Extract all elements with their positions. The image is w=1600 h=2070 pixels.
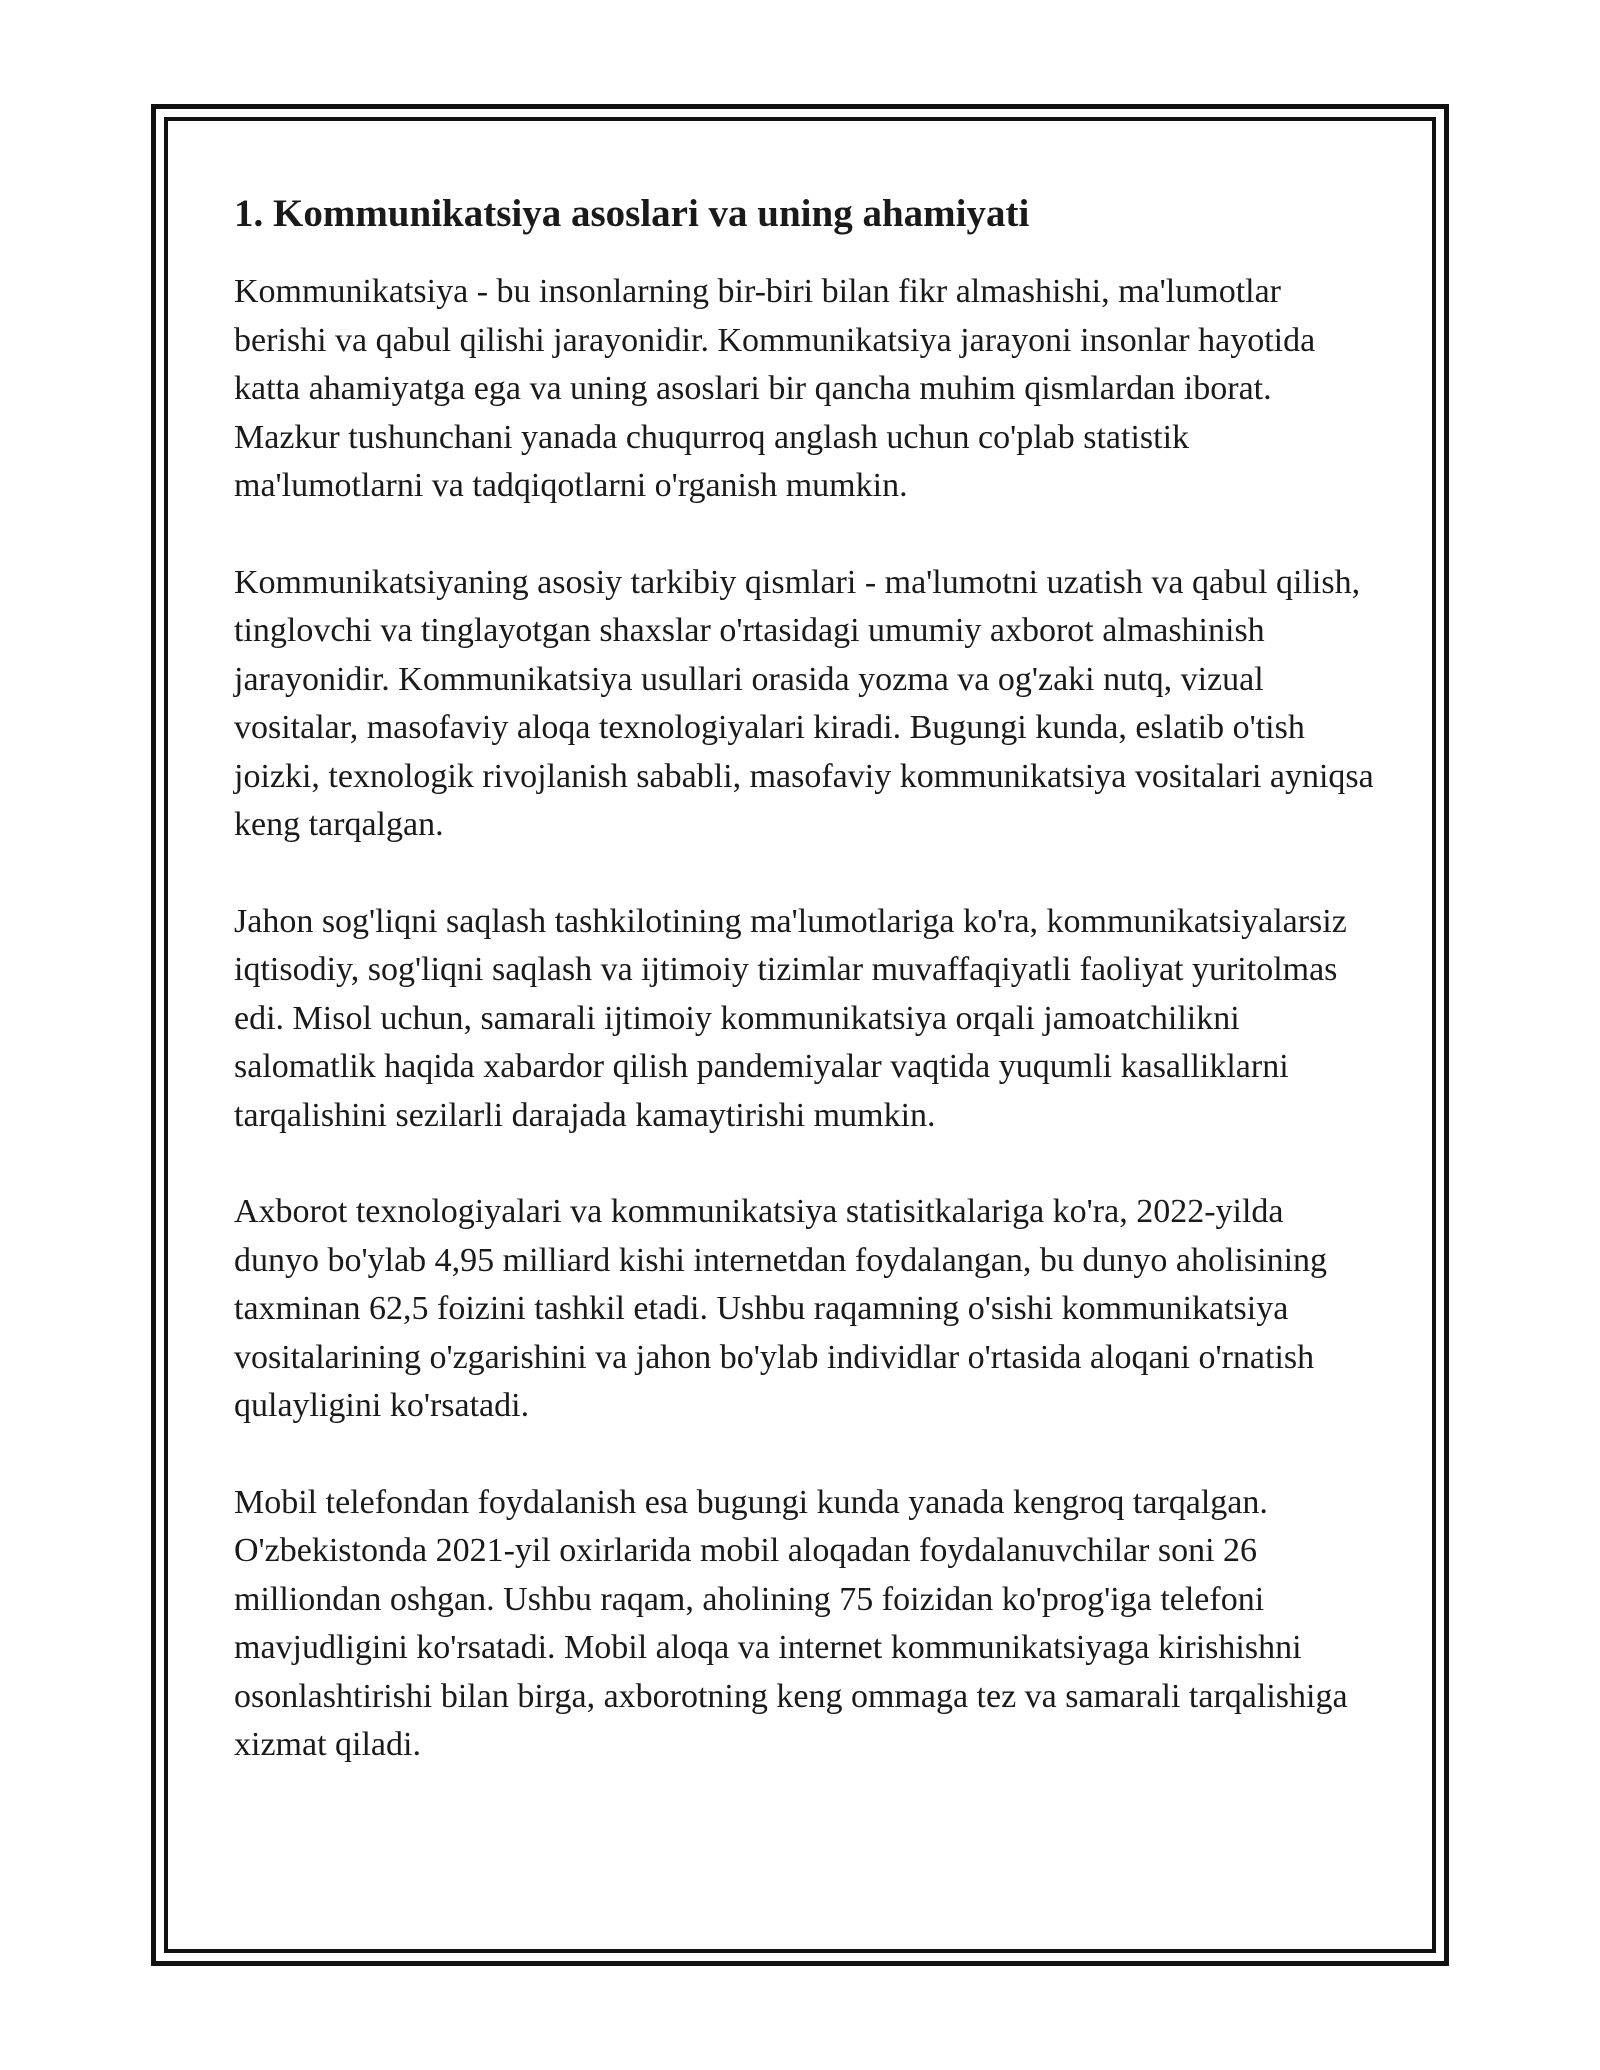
document-body bbox=[234, 188, 1374, 1818]
paragraph-3: Jahon sog'liqni saqlash tashkilotining ma'lumotlariga ko'ra, kommunikatsiyalarsiz iqtisodiy, sog'liqni saqlash va ijtimoiy tizimlar muvaffaqiyatli faoliyat yuritolmas edi. Misol uchun, samarali ijtimoiy kommunikatsiya orqali jamoatchilikni salomatlik haqida xabardor qilish pandemiyalar vaqtida yuqumli kasalliklarni tarqalishini sezilarli darajada kamaytirishi mumkin. bbox=[234, 902, 1347, 1134]
paragraph-1: Kommunikatsiya - bu insonlarning bir-biri bilan fikr almashishi, ma'lumotlar berishi va qabul qilishi jarayonidir. Kommunikatsiya jarayoni insonlar hayotida katta ahamiyatga ega va uning asoslari bir qancha muhim qismlardan iborat. Mazkur tushunchani yanada chuqurroq anglash uchun co'plab statistik ma'lumotlarni va tadqiqotlarni o'rganish mumkin. bbox=[234, 273, 1316, 504]
paragraph-2: Kommunikatsiyaning asosiy tarkibiy qismlari - ma'lumotni uzatish va qabul qilish, tinglovchi va tinglayotgan shaxslar o'rtasidagi umumiy axborot almashinish jarayonidir. Kommunikatsiya usullari orasida yozma va og'zaki nutq, vizual vositalar, masofaviy aloqa texnologiyalari kiradi. Bugungi kunda, eslatib o'tish joizki, texnologik rivojlanish sababli, masofaviy kommunikatsiya vositalari ayniqsa keng tarqalgan. bbox=[234, 563, 1374, 843]
paragraph-4: Axborot texnologiyalari va kommunikatsiya statisitkalariga ko'ra, 2022-yilda dunyo bo'ylab 4,95 milliard kishi internetdan foydalangan, bu dunyo aholisining taxminan 62,5 foizini tashkil etadi. Ushbu raqamning o'sishi kommunikatsiya vositalarining o'zgarishini va jahon bo'ylab individlar o'rtasida aloqani o'rnatish qulayligini ko'rsatadi. bbox=[234, 1193, 1328, 1424]
paragraph-5: Mobil telefondan foydalanish esa bugungi kunda yanada kengroq tarqalgan. O'zbekistonda 2021-yil oxirlarida mobil aloqadan foydalanuvchilar soni 26 milliondan oshgan. Ushbu raqam, aholining 75 foizidan ko'prog'iga telefoni mavjudligini ko'rsatadi. Mobil aloqa va internet kommunikatsiyaga kirishishni osonlashtirishi bilan birga, axborotning keng ommaga tez va samarali tarqalishiga xizmat qiladi. bbox=[234, 1483, 1348, 1763]
section-heading: 1. Kommunikatsiya asoslari va uning ahamiyati bbox=[234, 192, 1030, 235]
